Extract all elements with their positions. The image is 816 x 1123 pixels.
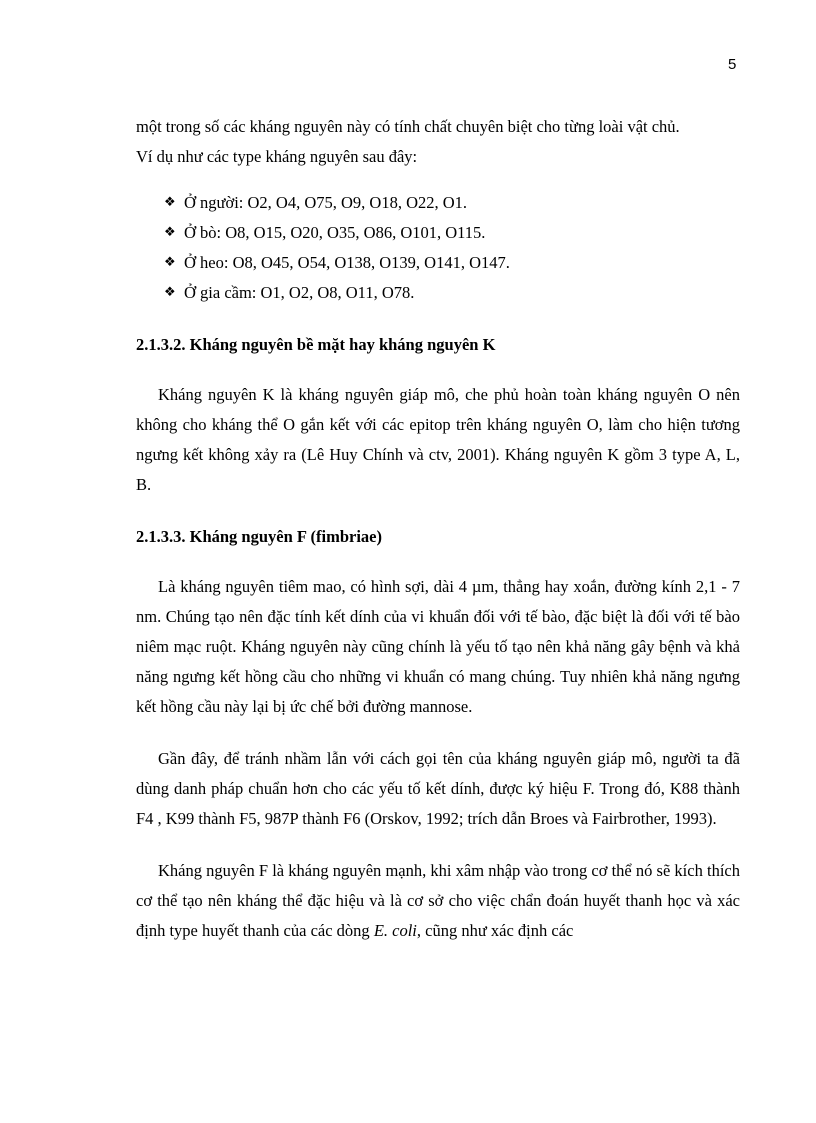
section-f-antigen	[136, 522, 740, 946]
section-paragraph: Là kháng nguyên tiêm mao, có hình sợi, dài 4 µm, thẳng hay xoắn, đường kính 2,1 - 7 nm. Chúng tạo nên đặc tính kết dính của vi khuẩn đối với tế bào, đặc biệt là đối với tế bào niêm mạc ruột. Kháng nguyên này cũng chính là yếu tố tạo nên khả năng gây bệnh và khả năng ngưng kết hồng cầu cho những vi khuẩn có mang chúng. Tuy nhiên khả năng ngưng kết hồng cầu này lại bị ức chế bởi đường mannose.	[136, 577, 740, 716]
intro-line-1: một trong số các kháng nguyên này có tính chất chuyên biệt cho từng loài vật chủ.	[136, 117, 680, 136]
intro-line-2: Ví dụ như các type kháng nguyên sau đây:	[136, 147, 418, 166]
page-content	[136, 112, 740, 968]
diamond-bullet-icon: ❖	[164, 255, 176, 270]
species-name: E. coli	[373, 921, 417, 940]
section-paragraph: Gần đây, để tránh nhầm lẫn với cách gọi tên của kháng nguyên giáp mô, người ta đã dùng danh pháp chuẩn hơn cho các yếu tố kết dính, được ký hiệu F. Trong đó, K88 thành F4 , K99 thành F5, 987P thành F6 (Orskov, 1992; trích dẫn Broes và Fairbrother, 1993).	[136, 749, 740, 828]
section-paragraph: Kháng nguyên F là kháng nguyên mạnh, khi xâm nhập vào trong cơ thể nó sẽ kích thích cơ thể tạo nên kháng thể đặc hiệu và là cơ sở cho việc chẩn đoán huyết thanh học và xác định type huyết thanh của các dòng E. coli, cũng như xác định các	[136, 861, 740, 940]
list-item: ❖ Ở heo: O8, O45, O54, O138, O139, O141, O147.	[164, 248, 740, 278]
section-k-antigen	[136, 330, 740, 500]
host-antigen-list	[136, 188, 740, 308]
list-item: ❖ Ở gia cầm: O1, O2, O8, O11, O78.	[164, 278, 740, 308]
section-heading: 2.1.3.3. Kháng nguyên F (fimbriae)	[136, 527, 382, 546]
diamond-bullet-icon: ❖	[164, 285, 176, 300]
list-item: ❖ Ở bò: O8, O15, O20, O35, O86, O101, O115.	[164, 218, 740, 248]
diamond-bullet-icon: ❖	[164, 195, 176, 210]
page-number: 5	[728, 56, 737, 73]
list-item: ❖ Ở người: O2, O4, O75, O9, O18, O22, O1.	[164, 188, 740, 218]
diamond-bullet-icon: ❖	[164, 225, 176, 240]
section-heading: 2.1.3.2. Kháng nguyên bề mặt hay kháng nguyên K	[136, 335, 496, 354]
section-paragraph: Kháng nguyên K là kháng nguyên giáp mô, che phủ hoàn toàn kháng nguyên O nên không cho kháng thể O gắn kết với các epitop trên kháng nguyên O, làm cho hiện tương ngưng kết không xảy ra (Lê Huy Chính và ctv, 2001). Kháng nguyên K gồm 3 type A, L, B.	[136, 385, 740, 494]
